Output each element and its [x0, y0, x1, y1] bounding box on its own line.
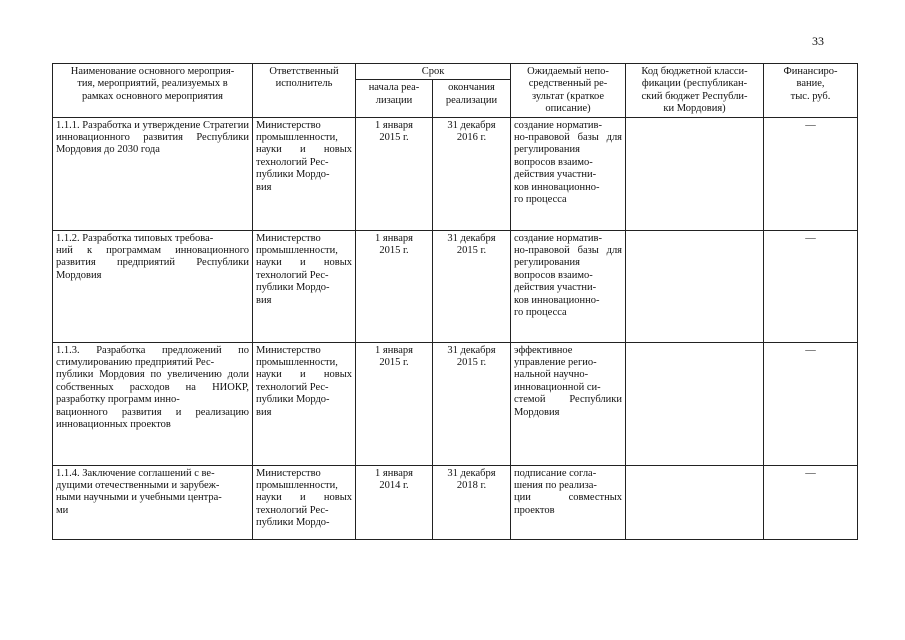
- header-budget-code: Код бюджетной класси- фикации (республикан- ский бюджет Республи- ки Мордовия): [626, 64, 764, 118]
- executor: Министерство промышленности, науки и новых технологий Рес- публики Мордо- вия: [253, 117, 356, 230]
- expected-result: подписание согла- шения по реализа- ции совместных проектов: [511, 465, 626, 539]
- page-number: 33: [812, 34, 824, 48]
- header-name: Наименование основного мероприя- тия, мероприятий, реализуемых в рамках основного мероприятия: [53, 64, 253, 118]
- end-date: 31 декабря 2015 г.: [433, 342, 511, 465]
- activities-table: [52, 63, 858, 540]
- table-row: [53, 465, 858, 539]
- start-date: 1 января 2015 г.: [356, 342, 433, 465]
- activity-name: 1.1.1. Разработка и утверждение Стратегии инновационного развития Республики Мордовия до 2030 года: [53, 117, 253, 230]
- header-term-start: начала реа- лизации: [356, 80, 433, 117]
- executor: Министерство промышленности, науки и новых технологий Рес- публики Мордо-: [253, 465, 356, 539]
- table-row: [53, 117, 858, 230]
- executor: Министерство промышленности, науки и новых технологий Рес- публики Мордо- вия: [253, 342, 356, 465]
- header-executor: Ответственный исполнитель: [253, 64, 356, 118]
- financing: —: [764, 117, 858, 230]
- activity-name: 1.1.4. Заключение соглашений с ве- дущими отечественными и зарубеж- ными научными и учебными центра- ми: [53, 465, 253, 539]
- financing: —: [764, 465, 858, 539]
- budget-code: [626, 230, 764, 342]
- end-date: 31 декабря 2018 г.: [433, 465, 511, 539]
- activity-name: 1.1.3. Разработка предложений по стимулированию предприятий Рес- публики Мордовия по увеличению доли собственных расходов на НИОКР, разработку программ инно- вационного развития и реализацию инновационных проектов: [53, 342, 253, 465]
- start-date: 1 января 2015 г.: [356, 230, 433, 342]
- header-term: Срок: [356, 64, 511, 80]
- end-date: 31 декабря 2015 г.: [433, 230, 511, 342]
- financing: —: [764, 342, 858, 465]
- start-date: 1 января 2014 г.: [356, 465, 433, 539]
- start-date: 1 января 2015 г.: [356, 117, 433, 230]
- budget-code: [626, 465, 764, 539]
- expected-result: создание норматив- но-правовой базы для регулирования вопросов взаимо- действия участни- ков инновационно- го процесса: [511, 230, 626, 342]
- header-financing: Финансиро- вание, тыс. руб.: [764, 64, 858, 118]
- financing: —: [764, 230, 858, 342]
- table-row: [53, 342, 858, 465]
- activity-name: 1.1.2. Разработка типовых требова- ний к программам инновационного развития предприятий Республики Мордовия: [53, 230, 253, 342]
- header-term-end: окончания реализации: [433, 80, 511, 117]
- table-row: [53, 230, 858, 342]
- header-result: Ожидаемый непо- средственный ре- зультат (краткое описание): [511, 64, 626, 118]
- executor: Министерство промышленности, науки и новых технологий Рес- публики Мордо- вия: [253, 230, 356, 342]
- budget-code: [626, 342, 764, 465]
- expected-result: создание норматив- но-правовой базы для регулирования вопросов взаимо- действия участни- ков инновационно- го процесса: [511, 117, 626, 230]
- end-date: 31 декабря 2016 г.: [433, 117, 511, 230]
- expected-result: эффективное управление регио- нальной научно- инновационной си- стемой Республики Мордовия: [511, 342, 626, 465]
- budget-code: [626, 117, 764, 230]
